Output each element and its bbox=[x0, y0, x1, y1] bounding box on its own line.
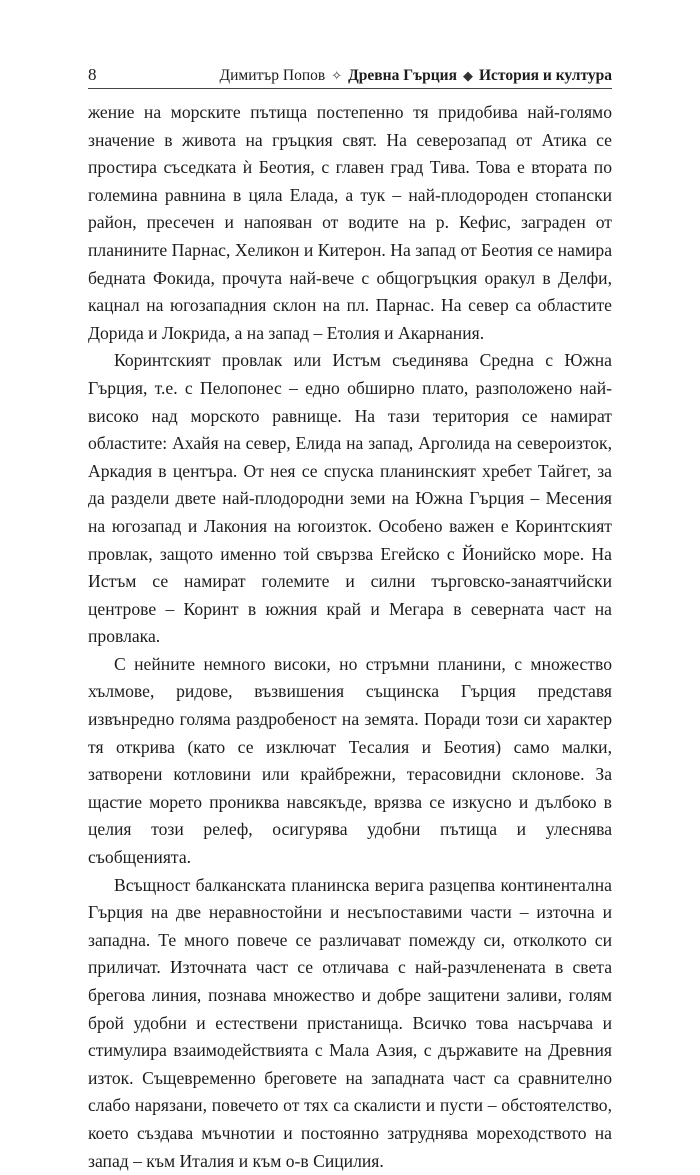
paragraph-1: жение на морските пътища постепенно тя придобива най-голямо значение в живота на гръцкия свят. На северозапад от Атика се простира съседката ѝ Беотия, с главен град Тива. Това е втората по големина равнина в цяла Елада, а тук – най-плодороден стопански район, пресечен и напояван от водите на р. Кефис, заграден от планините Парнас, Хеликон и Китерон. На запад от Беотия се намира бедната Фокида, прочута най-вече с общогръцкия оракул в Делфи, кацнал на югозападния склон на пл. Парнас. На север са областите Дорида и Локрида, а на запад – Етолия и Акарнания. bbox=[88, 102, 612, 343]
ornament-star-icon: ✧ bbox=[331, 68, 343, 83]
book-title: Древна Гърция bbox=[348, 67, 457, 84]
running-title bbox=[220, 67, 612, 85]
paragraph-2: Коринтският провлак или Истъм съединява Средна с Южна Гърция, т.е. с Пелопонес – едно обширно плато, разположено най-високо над морското равнище. На тази територия се намират областите: Ахайя на север, Елида на запад, Арголида на североизток, Аркадия в центъра. От нея се спуска планинският хребет Тайгет, за да раздели двете най-плодородни земи на Южна Гърция – Месения на югозапад и Лакония на югоизток. Особено важен е Коринтският провлак, защото именно той свързва Егейско с Йонийско море. На Истъм се намират големите и силни търговско-занаятчийски центрове – Коринт в южния край и Мегара в северната част на провлака. bbox=[88, 350, 612, 647]
paragraph-3: С нейните немного високи, но стръмни планини, с множество хълмове, ридове, възвишения същинска Гърция представя извънредно голяма раздробеност на земята. Поради този си характер тя открива (като се изключат Тесалия и Беотия) само малки, затворени котловини или крайбрежни, терасовидни склонове. За щастие морето прониква навсякъде, врязва се изкусно и дълбоко в целия този релеф, осигурява удобни пътища и улеснява съобщенията. bbox=[88, 653, 612, 868]
paragraph-4: Всъщност балканската планинска верига разцепва континентална Гърция на две неравностойни и несъпоставими части – източна и западна. Те много повече се различават помежду си, отколкото си приличат. Източната част се отличава с най-разчленената в света брегова линия, познава множество и добре защитени заливи, голям брой удобни и естествени пристанища. Всичко това насърчава и стимулира взаимодействията с Мала Азия, с държавите на Древния изток. Същевременно бреговете на западната част са сравнително слабо нарязани, повечето от тях са скалисти и пусти – обстоятелство, което създава мъчнотии и постоянно затруднява мореходството на запад – към Италия и към о-в Сицилия. bbox=[88, 874, 612, 1171]
ornament-diamond-icon: ◆ bbox=[462, 68, 473, 83]
page-number: 8 bbox=[88, 65, 97, 84]
author-name: Димитър Попов bbox=[219, 67, 326, 84]
body-text bbox=[88, 99, 612, 1175]
running-header bbox=[88, 63, 612, 85]
book-subtitle: История и култура bbox=[478, 67, 612, 84]
header-divider bbox=[88, 88, 612, 89]
